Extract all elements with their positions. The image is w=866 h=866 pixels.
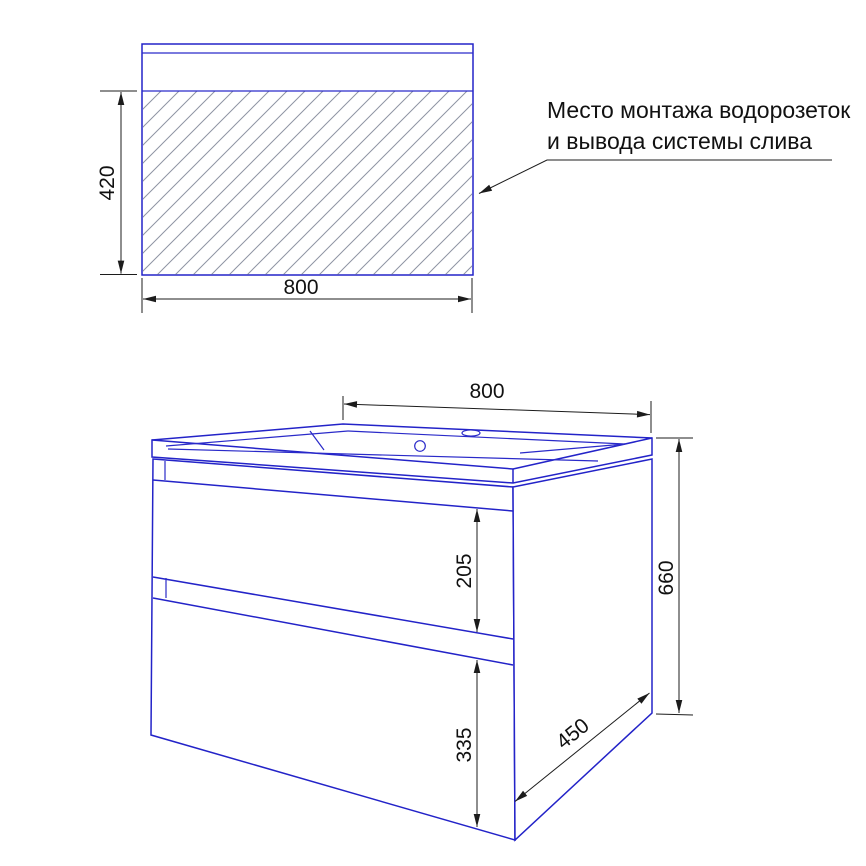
dim-wall-width xyxy=(142,276,472,313)
cabinet-side-panel xyxy=(513,459,652,840)
cabinet-front-face xyxy=(151,459,515,840)
cabinet-diagram xyxy=(151,380,693,840)
dim-wall-height xyxy=(96,91,137,275)
dim-wall-height-label: 420 xyxy=(96,165,119,201)
dim-drawer-bottom-label: 335 xyxy=(453,727,476,763)
hatch-area xyxy=(143,92,472,275)
wall-mount-diagram xyxy=(96,44,851,313)
callout xyxy=(479,97,851,194)
callout-leader-line xyxy=(479,160,832,194)
dim-cabinet-height xyxy=(655,438,693,715)
callout-line2: и вывода системы слива xyxy=(547,128,813,154)
dim-cabinet-depth-label: 450 xyxy=(552,713,594,754)
callout-line1: Место монтажа водорозеток xyxy=(547,97,851,123)
dim-cabinet-width-label: 800 xyxy=(469,380,505,403)
dim-cabinet-width xyxy=(343,380,651,433)
dim-wall-width-label: 800 xyxy=(283,276,319,299)
dim-cabinet-height-label: 660 xyxy=(655,560,678,596)
dim-drawer-top-label: 205 xyxy=(453,553,476,589)
